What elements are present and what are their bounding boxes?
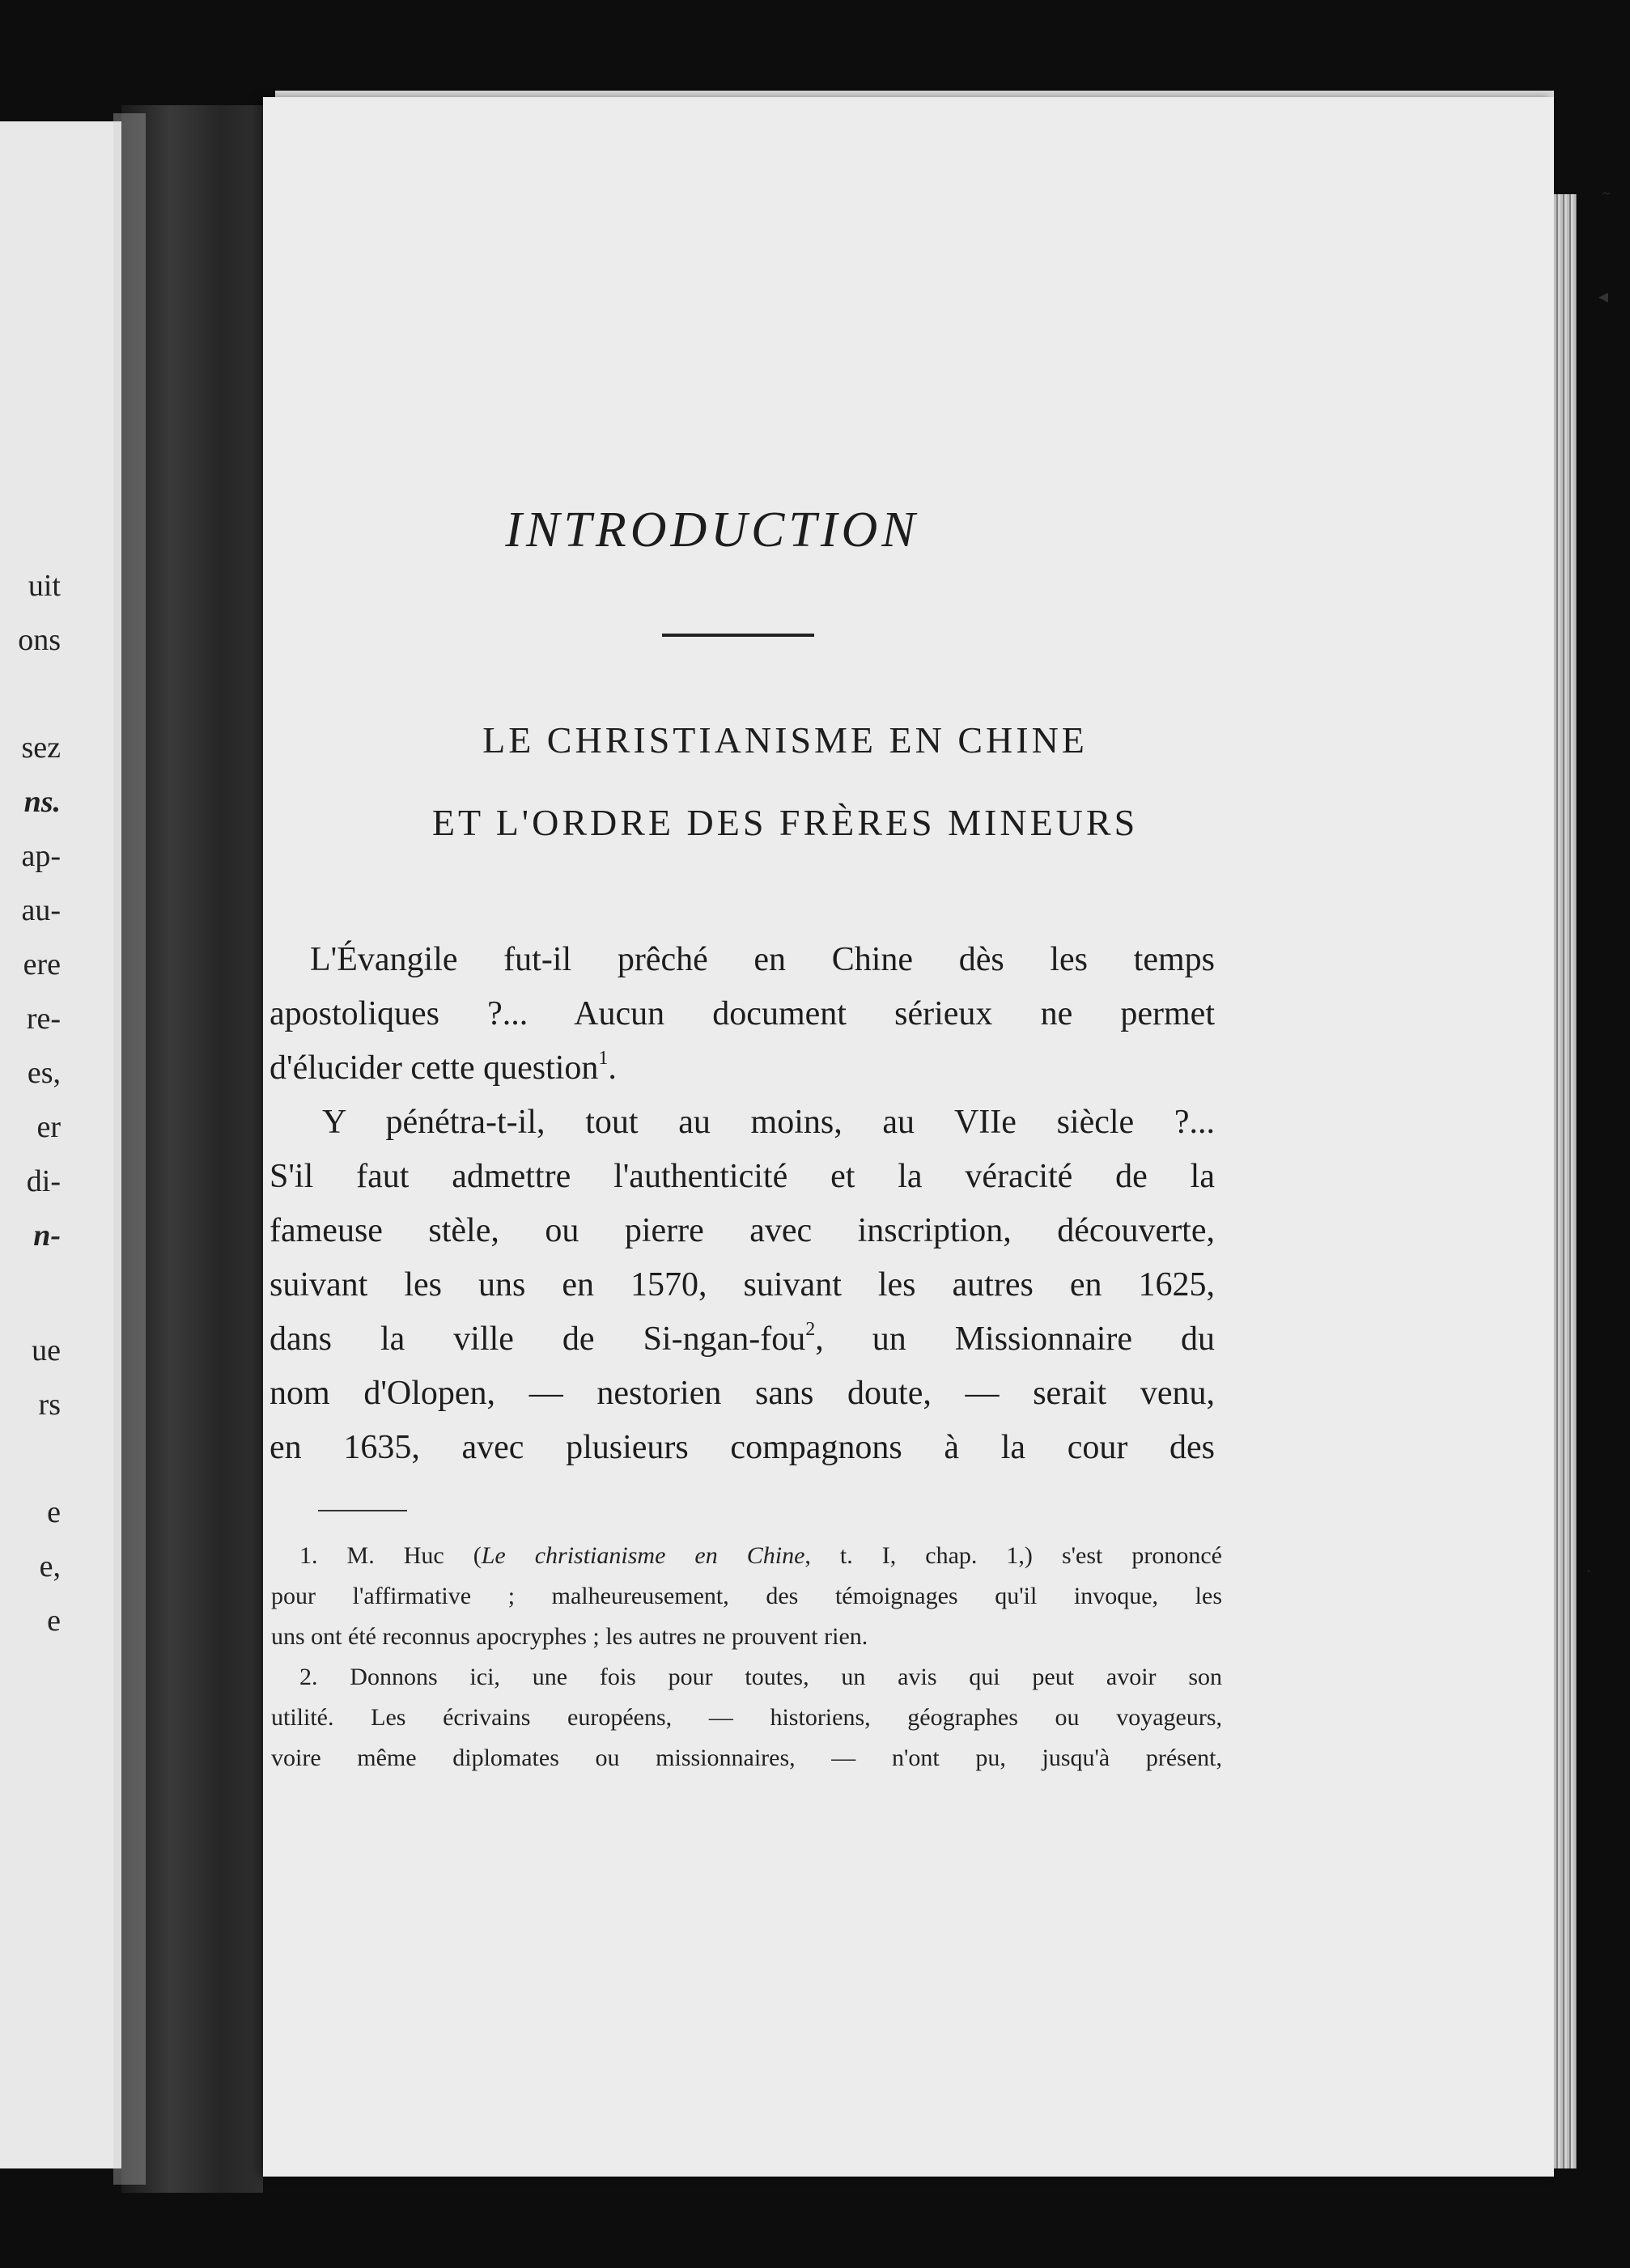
left-page: [0, 121, 121, 2168]
body-line: apostoliques ?... Aucun document sérieux ne permet: [270, 995, 1215, 1032]
left-page-fragment: ons: [18, 623, 61, 657]
body-line: d'élucider cette question$^1$.: [270, 1048, 617, 1087]
speck-mark: ◂: [1598, 286, 1609, 307]
left-page-fragment: rs: [38, 1388, 61, 1422]
left-page-fragment: er: [36, 1110, 61, 1144]
body-line: Y pénétra-t-il, tout au moins, au VIIe siècle ?...: [322, 1104, 1215, 1141]
page-stack-edges: [1554, 194, 1577, 2168]
chapter-heading: INTRODUCTION: [505, 502, 919, 557]
footnote-line: 1. M. Huc (Le christianisme en Chine, t. I, chap. 1,) s'est prononcé: [299, 1542, 1222, 1569]
footnote-line: 2. Donnons ici, une fois pour toutes, un avis qui peut avoir son: [299, 1664, 1222, 1690]
footnote-ref: 2: [805, 1319, 816, 1340]
left-page-fragment: ns.: [23, 785, 61, 819]
body-line: nom d'Olopen, — nestorien sans doute, — serait venu,: [270, 1375, 1215, 1412]
footnote-line: voire même diplomates ou missionnaires, — n'ont pu, jusqu'à présent,: [271, 1744, 1222, 1771]
left-page-fragment: uit: [28, 569, 61, 603]
left-page-fragment: re-: [26, 1002, 61, 1036]
body-line: fameuse stèle, ou pierre avec inscription, découverte,: [270, 1212, 1215, 1249]
body-line: L'Évangile fut-il prêché en Chine dès les temps: [310, 941, 1215, 978]
body-line: suivant les uns en 1570, suivant les autres en 1625,: [270, 1266, 1215, 1304]
left-page-fragment: sez: [21, 731, 61, 765]
speck-mark: ~: [1602, 185, 1611, 201]
left-page-fragment: ere: [23, 947, 61, 981]
heading-rule: [662, 634, 814, 637]
left-page-fragment: e,: [39, 1549, 61, 1583]
body-line: dans la ville de Si-ngan-fou$^2$, un Missionnaire du: [270, 1319, 1216, 1358]
footnote-line: utilité. Les écrivains européens, — historiens, géographes ou voyageurs,: [271, 1704, 1222, 1731]
speck-mark: ·: [1586, 1565, 1591, 1579]
left-page-fragment: e: [47, 1495, 61, 1529]
left-page-fragment: es,: [27, 1056, 61, 1090]
footnote-line: uns ont été reconnus apocryphes ; les autres ne prouvent rien.: [271, 1623, 868, 1650]
gutter-edge: [113, 113, 146, 2185]
left-page-fragment: au-: [21, 893, 61, 927]
footnote-ref: 1: [598, 1048, 609, 1069]
left-page-fragment: e: [47, 1604, 61, 1638]
subtitle-line-2: ET L'ORDRE DES FRÈRES MINEURS: [431, 802, 1139, 843]
subtitle-line-1: LE CHRISTIANISME EN CHINE: [482, 719, 1088, 761]
left-page-fragment: ue: [32, 1333, 61, 1367]
left-page-fragment: di-: [26, 1164, 61, 1198]
left-page-fragment: n-: [33, 1219, 61, 1253]
body-line: S'il faut admettre l'authenticité et la véracité de la: [270, 1158, 1215, 1195]
body-line: en 1635, avec plusieurs compagnons à la cour des: [270, 1429, 1215, 1466]
footnote-line: pour l'affirmative ; malheureusement, des témoignages qu'il invoque, les: [271, 1583, 1222, 1609]
left-page-fragment: ap-: [21, 839, 61, 873]
footnote-rule: [318, 1510, 407, 1511]
